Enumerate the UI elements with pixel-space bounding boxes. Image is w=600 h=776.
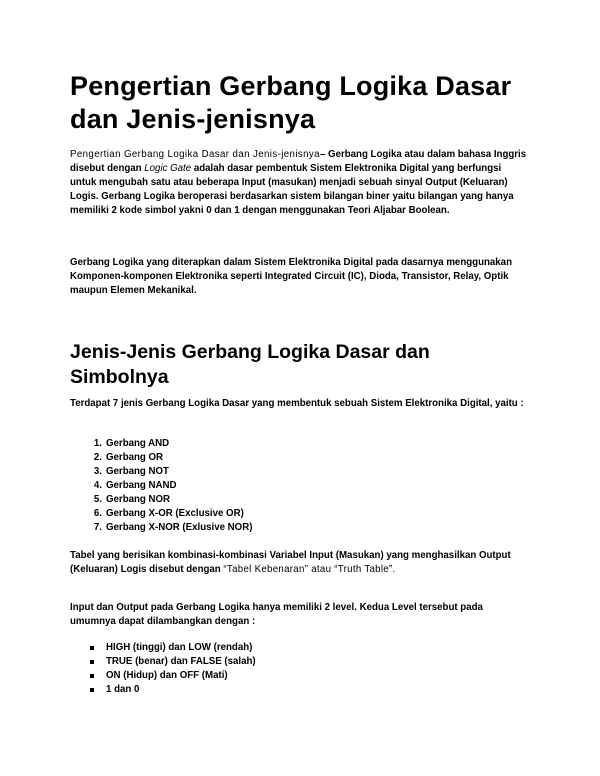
list-number: 4. <box>93 480 102 491</box>
gate-list-item <box>70 465 530 479</box>
list-number: 2. <box>93 452 102 463</box>
level-list <box>70 641 530 697</box>
intro-lead: Pengertian Gerbang Logika Dasar dan Jenis-jenisnya <box>70 149 320 160</box>
level-label: ON (Hidup) dan OFF (Mati) <box>106 670 228 681</box>
gate-label: Gerbang NOT <box>106 466 169 477</box>
gate-label: Gerbang X-OR (Exclusive OR) <box>106 508 244 519</box>
intro-text-1: – Gerbang Logika atau dalam bahasa Inggris disebut dengan <box>70 149 527 174</box>
gate-label: Gerbang OR <box>106 452 164 463</box>
gate-list-item <box>70 479 530 493</box>
level-label: HIGH (tinggi) dan LOW (rendah) <box>106 642 253 653</box>
level-list-item <box>70 641 530 655</box>
page-title: Pengertian Gerbang Logika Dasar dan Jenis-jenisnya <box>70 71 512 134</box>
intro-paragraph <box>70 148 530 218</box>
gate-list <box>70 437 530 535</box>
gate-label: Gerbang NAND <box>106 480 177 491</box>
gate-label: Gerbang NOR <box>106 494 171 505</box>
bullet-icon <box>90 646 94 650</box>
intro-text-2: adalah dasar pembentuk Sistem Elektronika Digital yang berfungsi untuk mengubah satu atau beberapa Input (masukan) menjadi sebuah sinyal Output (Keluaran) Logis. Gerbang Logika beroperasi berdasarkan sistem bilangan biner yaitu bilangan yang hanya memiliki 2 kode simbol yakni 0 dan 1 dengan menggunakan Teori Aljabar Boolean. <box>70 163 514 216</box>
gate-list-item <box>70 437 530 451</box>
bullet-icon <box>90 674 94 678</box>
level-label: 1 dan 0 <box>106 684 140 695</box>
level-label: TRUE (benar) dan FALSE (salah) <box>106 656 256 667</box>
gate-label: Gerbang X-NOR (Exlusive NOR) <box>106 522 253 533</box>
bullet-icon <box>90 660 94 664</box>
gate-list-item <box>70 507 530 521</box>
truth-table-text: Tabel yang berisikan kombinasi-kombinasi Variabel Input (Masukan) yang menghasilkan Output (Keluaran) Logis disebut dengan <box>70 550 511 575</box>
truth-table-paragraph <box>70 549 530 577</box>
truth-table-term: “Tabel Kebenaran” atau “Truth Table”. <box>223 564 396 575</box>
gate-label: Gerbang AND <box>106 438 170 449</box>
level-list-item <box>70 669 530 683</box>
level-list-item <box>70 655 530 669</box>
intro-italic-term: Logic Gate <box>144 163 192 174</box>
list-number: 1. <box>93 438 102 449</box>
gates-intro-paragraph: Terdapat 7 jenis Gerbang Logika Dasar yang membentuk sebuah Sistem Elektronika Digital, yaitu : <box>70 398 524 409</box>
list-number: 5. <box>93 494 102 505</box>
gate-list-item <box>70 521 530 535</box>
gate-list-item <box>70 451 530 465</box>
list-number: 7. <box>93 522 102 533</box>
list-number: 6. <box>93 508 102 519</box>
section-title: Jenis-Jenis Gerbang Logika Dasar dan Simbolnya <box>70 341 430 388</box>
bullet-icon <box>90 688 94 692</box>
list-number: 3. <box>93 466 102 477</box>
components-paragraph: Gerbang Logika yang diterapkan dalam Sistem Elektronika Digital pada dasarnya menggunakan Komponen-komponen Elektronika seperti Integrated Circuit (IC), Dioda, Transistor, Relay, Optik maupun Elemen Mekanikal. <box>70 257 512 296</box>
level-list-item <box>70 683 530 697</box>
gate-list-item <box>70 493 530 507</box>
levels-paragraph: Input dan Output pada Gerbang Logika hanya memiliki 2 level. Kedua Level tersebut pada umumnya dapat dilambangkan dengan : <box>70 602 483 627</box>
